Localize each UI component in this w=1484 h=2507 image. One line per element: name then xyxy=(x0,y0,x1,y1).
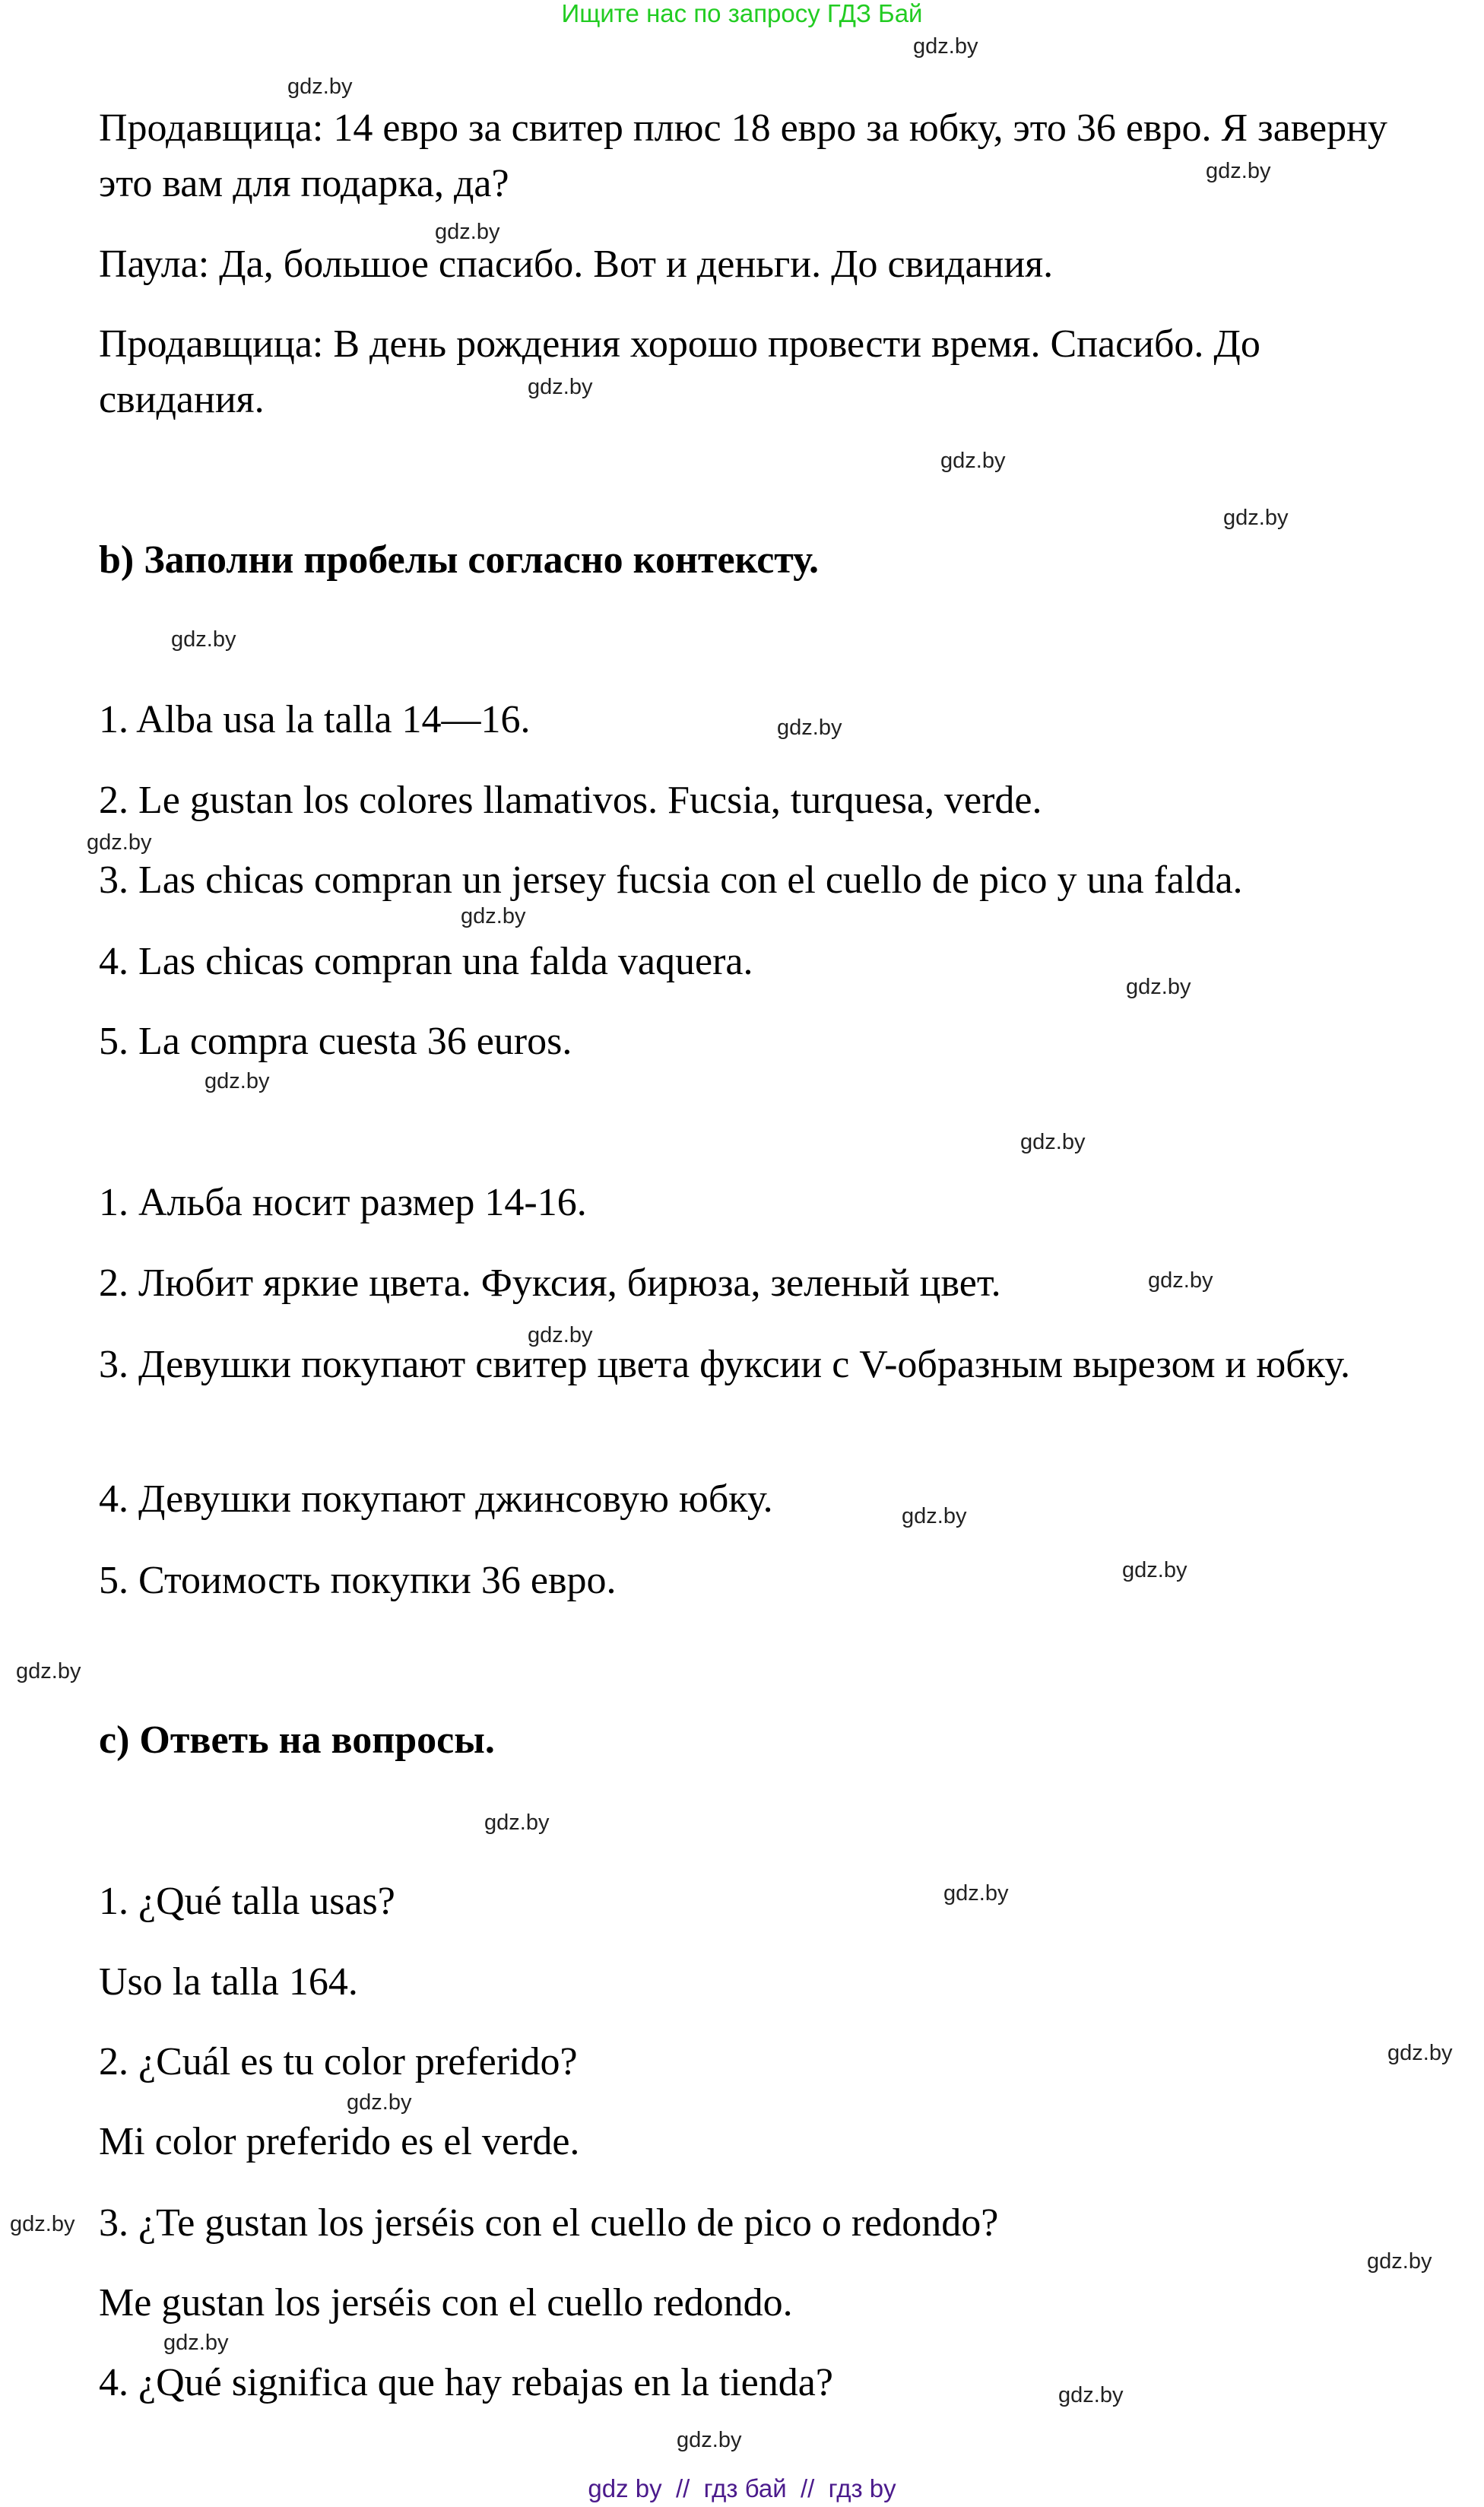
watermark: gdz.by xyxy=(16,1659,81,1683)
answer-item: 3. Las chicas compran un jersey fucsia con el cuello de pico y una falda. xyxy=(99,858,1243,902)
answer-item: 2. Le gustan los colores llamativos. Fucsia, turquesa, verde. xyxy=(99,779,1042,822)
question: 4. ¿Qué significa que hay rebajas en la tienda? xyxy=(99,2361,833,2404)
watermark: gdz.by xyxy=(1148,1268,1213,1293)
section-b-title: b) Заполни пробелы согласно контексту. xyxy=(99,538,819,582)
watermark: gdz.by xyxy=(171,627,236,652)
translation-item: 4. Девушки покупают джинсовую юбку. xyxy=(99,1477,773,1521)
section-c-title: c) Ответь на вопросы. xyxy=(99,1718,495,1762)
watermark: gdz.by xyxy=(484,1810,550,1835)
answer: Uso la talla 164. xyxy=(99,1960,358,2004)
watermark: gdz.by xyxy=(10,2212,75,2236)
translation-item: 1. Альба носит размер 14-16. xyxy=(99,1181,587,1224)
answer: Mi color preferido es el verde. xyxy=(99,2120,580,2163)
watermark: gdz.by xyxy=(1126,975,1191,999)
answer-item: 4. Las chicas compran una falda vaquera. xyxy=(99,940,753,983)
watermark: gdz.by xyxy=(1122,1558,1188,1582)
watermark: gdz.by xyxy=(1223,506,1289,530)
watermark: gdz.by xyxy=(902,1504,967,1528)
watermark: gdz.by xyxy=(940,449,1006,473)
watermark: gdz.by xyxy=(1058,2383,1124,2407)
answer-item: 5. La compra cuesta 36 euros. xyxy=(99,1020,572,1063)
watermark: gdz.by xyxy=(528,1323,593,1347)
watermark: gdz.by xyxy=(677,2428,742,2452)
watermark: gdz.by xyxy=(1367,2249,1432,2274)
translation-item: 3. Девушки покупают свитер цвета фуксии с V-образным вырезом и юбку. xyxy=(99,1343,1350,1386)
dialogue-line: Продавщица: В день рождения хорошо провести время. Спасибо. До свидания. xyxy=(99,322,1260,421)
watermark: gdz.by xyxy=(435,220,500,244)
question: 2. ¿Cuál es tu color preferido? xyxy=(99,2040,578,2083)
watermark: gdz.by xyxy=(528,375,593,399)
question: 3. ¿Te gustan los jerséis con el cuello de pico o redondo? xyxy=(99,2201,999,2245)
watermark: gdz.by xyxy=(1387,2041,1453,2065)
answer: Me gustan los jerséis con el cuello redondo. xyxy=(99,2281,793,2325)
answer-item: 1. Alba usa la talla 14—16. xyxy=(99,698,531,741)
watermark: gdz.by xyxy=(461,904,526,928)
watermark: gdz.by xyxy=(913,34,978,59)
watermark: gdz.by xyxy=(347,2090,412,2115)
watermark: gdz.by xyxy=(1206,159,1271,183)
dialogue-line: Продавщица: 14 евро за свитер плюс 18 евро за юбку, это 36 евро. Я заверну это вам для подарка, да? xyxy=(99,106,1387,205)
watermark: gdz.by xyxy=(287,75,353,99)
dialogue-line: Паула: Да, большое спасибо. Вот и деньги. До свидания. xyxy=(99,243,1054,286)
watermark: gdz.by xyxy=(943,1881,1009,1906)
site-banner: Ищите нас по запросу ГДЗ Бай xyxy=(561,0,923,27)
footer-links[interactable]: gdz by // гдз бай // гдз by xyxy=(588,2474,896,2502)
watermark: gdz.by xyxy=(1020,1130,1086,1154)
translation-item: 5. Стоимость покупки 36 евро. xyxy=(99,1559,617,1602)
translation-item: 2. Любит яркие цвета. Фуксия, бирюза, зеленый цвет. xyxy=(99,1261,1001,1305)
question: 1. ¿Qué talla usas? xyxy=(99,1880,395,1923)
watermark: gdz.by xyxy=(87,830,152,855)
watermark: gdz.by xyxy=(777,716,842,740)
watermark: gdz.by xyxy=(163,2331,229,2355)
watermark: gdz.by xyxy=(205,1069,270,1093)
